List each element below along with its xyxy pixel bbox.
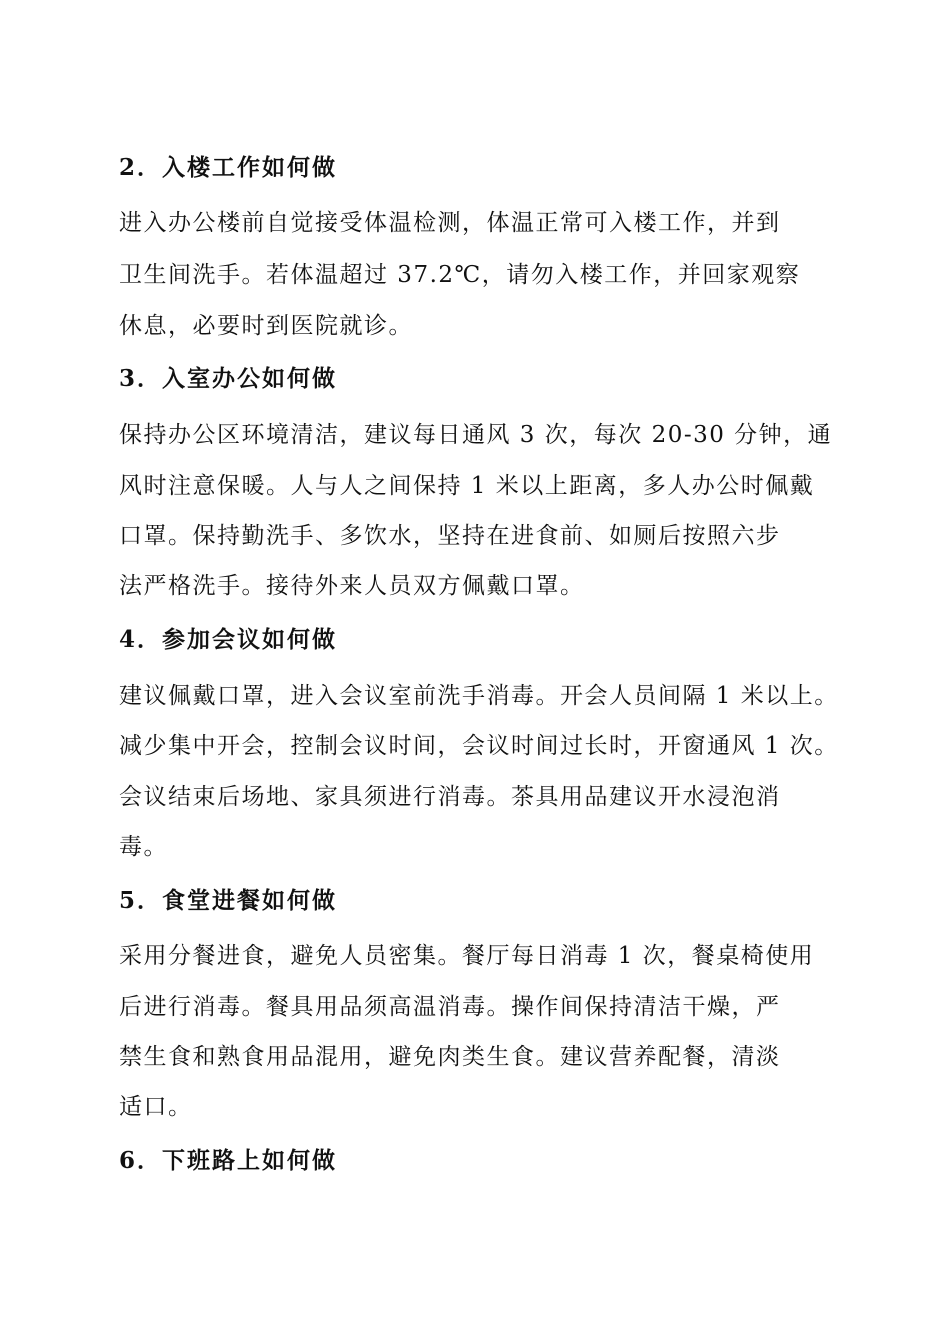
- paragraph-line: 禁生食和熟食用品混用，避免肉类生食。建议营养配餐，清淡: [119, 1044, 781, 1070]
- paragraph-line: 法严格洗手。接待外来人员双方佩戴口罩。: [119, 573, 585, 599]
- section-heading-2: 2．入楼工作如何做: [119, 154, 338, 181]
- paragraph-line: 风时注意保暖。人与人之间保持 1 米以上距离，多人办公时佩戴: [119, 473, 815, 499]
- paragraph-line: 卫生间洗手。若体温超过 37.2℃，请勿入楼工作，并回家观察: [119, 262, 801, 288]
- paragraph-line: 建议佩戴口罩，进入会议室前洗手消毒。开会人员间隔 1 米以上。: [119, 683, 839, 709]
- paragraph-line: 毒。: [119, 834, 168, 860]
- paragraph-line: 保持办公区环境清洁，建议每日通风 3 次，每次 20-30 分钟，通: [119, 422, 833, 448]
- paragraph-line: 会议结束后场地、家具须进行消毒。茶具用品建议开水浸泡消: [119, 784, 781, 810]
- paragraph-line: 口罩。保持勤洗手、多饮水，坚持在进食前、如厕后按照六步: [119, 523, 781, 549]
- section-heading-5: 5．食堂进餐如何做: [119, 887, 338, 914]
- paragraph-line: 进入办公楼前自觉接受体温检测，体温正常可入楼工作，并到: [119, 210, 781, 236]
- section-heading-6: 6．下班路上如何做: [119, 1147, 338, 1174]
- paragraph-line: 后进行消毒。餐具用品须高温消毒。操作间保持清洁干燥，严: [119, 994, 781, 1020]
- paragraph-line: 适口。: [119, 1094, 193, 1120]
- section-heading-4: 4．参加会议如何做: [119, 626, 338, 653]
- paragraph-line: 休息，必要时到医院就诊。: [119, 313, 413, 339]
- paragraph-line: 减少集中开会，控制会议时间，会议时间过长时，开窗通风 1 次。: [119, 733, 839, 759]
- paragraph-line: 采用分餐进食，避免人员密集。餐厅每日消毒 1 次，餐桌椅使用: [119, 943, 815, 969]
- section-heading-3: 3．入室办公如何做: [119, 365, 338, 392]
